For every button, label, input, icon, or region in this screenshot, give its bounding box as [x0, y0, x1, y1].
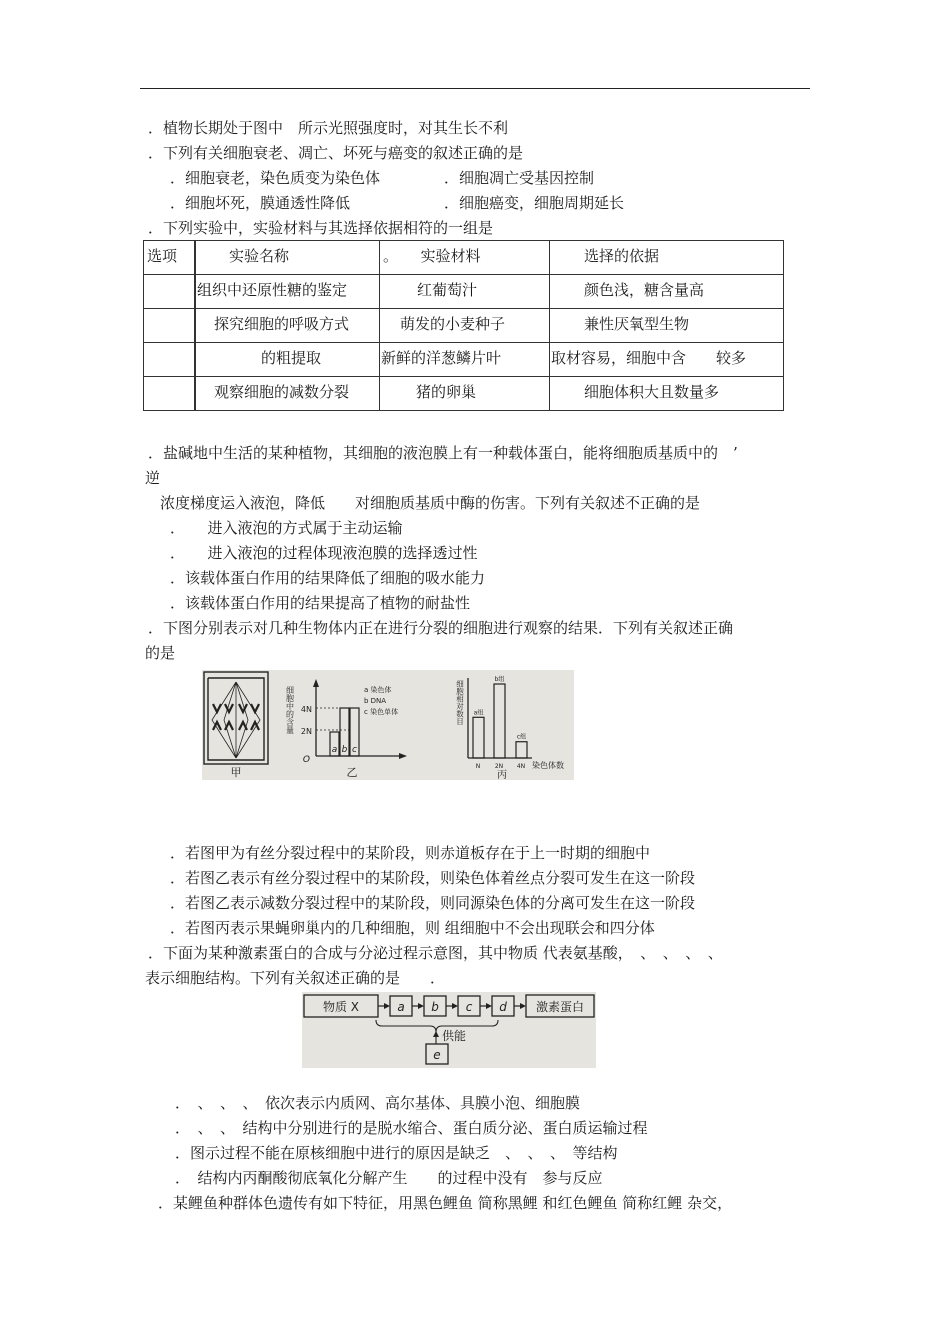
table-row	[144, 309, 784, 343]
table-cell	[144, 309, 194, 313]
option-line: ．若图乙表示有丝分裂过程中的某阶段，则染色体着丝点分裂可发生在这一阶段	[170, 869, 696, 887]
table-header-cell: 选项	[147, 247, 178, 265]
flow-output-label: 激素蛋白	[535, 1000, 585, 1014]
flow-step-label: a	[397, 1000, 405, 1014]
flow-input-label: 物质 X	[322, 1000, 360, 1014]
question-line: ．植物长期处于图中 所示光照强度时，对其生长不利	[148, 119, 509, 137]
option-line: ．若图甲为有丝分裂过程中的某阶段，则赤道板存在于上一时期的细胞中	[170, 844, 651, 862]
table-cell: 颜色浅，糖含量高	[584, 281, 705, 299]
bing-ylabel: 细胞相对数目	[455, 680, 465, 725]
flow-energy-source: e	[433, 1048, 441, 1062]
bing-bar-label: c组	[516, 733, 527, 741]
table-cell: 组织中还原性糖的鉴定	[197, 281, 348, 299]
table-cell: 探究细胞的呼吸方式	[214, 315, 350, 333]
option-line: ．细胞癌变，细胞周期延长	[444, 194, 625, 212]
question-line: 的是	[145, 644, 176, 662]
table-row	[144, 275, 784, 309]
question-line: ．下列有关细胞衰老、凋亡、坏死与癌变的叙述正确的是	[148, 144, 524, 162]
option-line: ．细胞衰老，染色质变为染色体	[170, 169, 381, 187]
caption-yi: 乙	[346, 766, 358, 779]
table-cell: 细胞体积大且数量多	[584, 383, 720, 401]
flow-step-label: c	[465, 1000, 473, 1014]
option-line: ．该载体蛋白作用的结果降低了细胞的吸水能力	[170, 569, 486, 587]
bing-bar	[473, 717, 484, 758]
option-line: ．图示过程不能在原核细胞中进行的原因是缺乏 、 、 、 等结构	[175, 1144, 618, 1162]
question-line: ．下面为某种激素蛋白的合成与分泌过程示意图，其中物质 代表氨基酸， 、 、 、 、	[148, 944, 723, 962]
yi-legend-entry: a 染色体	[364, 686, 392, 694]
flow-brace	[376, 1020, 498, 1032]
question-line: ．下列实验中，实验材料与其选择依据相符的一组是	[148, 219, 494, 237]
table-header-row	[144, 241, 784, 275]
flow-step-label: d	[499, 1000, 507, 1014]
caption-bing: 丙	[497, 770, 507, 780]
bing-xtick: 4N	[516, 763, 526, 770]
option-line: ． 结构内丙酮酸彻底氧化分解产生 的过程中没有 参与反应	[175, 1169, 603, 1187]
table-cell	[144, 377, 194, 381]
yi-bar-label: c	[352, 745, 357, 755]
flow-energy-label: 供能	[442, 1029, 467, 1043]
header-rule	[140, 88, 810, 89]
secretion-flow-figure	[302, 992, 596, 1068]
bing-xtick: 2N	[494, 763, 504, 770]
option-line: ．细胞坏死，膜通透性降低	[170, 194, 351, 212]
table-cell: 取材容易，细胞中含 较多	[551, 349, 747, 367]
question-line: 逆	[145, 469, 161, 487]
yi-bar-label: b	[341, 745, 348, 755]
table-cell: 萌发的小麦种子	[400, 315, 506, 333]
arrow-up-icon	[433, 1031, 439, 1037]
option-line: ．若图丙表示果蝇卵巢内的几种细胞，则 组细胞中不会出现联会和四分体	[170, 919, 655, 937]
question-line: 表示细胞结构。下列有关叙述正确的是 ．	[145, 969, 446, 987]
bing-bar	[494, 684, 505, 758]
bing-bar-label: b组	[494, 676, 505, 683]
yi-tick: O	[302, 755, 310, 765]
experiment-table	[143, 240, 784, 411]
question-line: ．下图分别表示对几种生物体内正在进行分裂的细胞进行观察的结果．下列有关叙述正确	[148, 619, 734, 637]
option-line: ．若图乙表示减数分裂过程中的某阶段，则同源染色体的分离可发生在这一阶段	[170, 894, 696, 912]
arrow-right-icon	[384, 1003, 390, 1009]
option-line: ． 、 、 结构中分别进行的是脱水缩合、蛋白质分泌、蛋白质运输过程	[175, 1119, 648, 1137]
yi-ylabel: 细胞中的含量	[285, 686, 295, 734]
table-header-cell: 选择的依据	[584, 247, 660, 265]
arrow-right-icon	[418, 1003, 424, 1009]
yi-legend-entry: c 染色单体	[364, 708, 399, 716]
question-line: ．某鲤鱼种群体色遗传有如下特征，用黑色鲤鱼 简称黑鲤 和红色鲤鱼 简称红鲤 杂交，	[158, 1194, 733, 1212]
option-line: ．细胞凋亡受基因控制	[444, 169, 595, 187]
option-line: ．该载体蛋白作用的结果提高了植物的耐盐性	[170, 594, 471, 612]
table-cell	[144, 275, 194, 279]
arrow-right-icon	[452, 1003, 458, 1009]
chart-yi	[286, 679, 408, 779]
table-cell: 兼性厌氧型生物	[584, 315, 690, 333]
cell-diagram-jia	[204, 672, 268, 764]
bing-xlabel: 染色体数	[532, 761, 564, 770]
table-cell	[144, 343, 194, 347]
table-cell: 的粗提取	[261, 349, 322, 367]
table-row	[144, 377, 784, 411]
yi-legend-entry: b DNA	[364, 697, 387, 705]
bing-bar-label: a组	[473, 709, 484, 717]
table-cell: 猪的卵巢	[416, 383, 477, 401]
bing-bar	[516, 742, 527, 758]
caption-jia: 甲	[230, 766, 242, 779]
yi-tick: 4N	[300, 705, 312, 714]
question-line: 浓度梯度运入液泡，降低 对细胞质基质中酶的伤害。下列有关叙述不正确的是	[160, 494, 701, 512]
table-cell: 红葡萄汁	[417, 281, 478, 299]
flow-step-label: b	[431, 1000, 439, 1014]
arrow-right-icon	[520, 1003, 526, 1009]
arrow-right-icon	[486, 1003, 492, 1009]
question-line: ．盐碱地中生活的某种植物，其细胞的液泡膜上有一种载体蛋白，能将细胞质基质中的 ’	[148, 444, 738, 462]
table-cell: 新鲜的洋葱鳞片叶	[381, 349, 502, 367]
cell-division-figure	[202, 670, 574, 780]
yi-bar-label: a	[331, 745, 338, 755]
chart-bing	[455, 675, 564, 780]
table-header-cell: 。 实验材料	[383, 247, 481, 265]
table-cell: 观察细胞的减数分裂	[214, 383, 350, 401]
yi-tick: 2N	[300, 727, 312, 736]
table-header-cell: 实验名称	[229, 247, 290, 265]
bing-xtick: N	[475, 763, 481, 770]
option-line: ． 进入液泡的方式属于主动运输	[170, 519, 403, 537]
option-line: ． 、 、 、 依次表示内质网、高尔基体、具膜小泡、细胞膜	[175, 1094, 581, 1112]
option-line: ． 进入液泡的过程体现液泡膜的选择透过性	[170, 544, 478, 562]
table-row	[144, 343, 784, 377]
